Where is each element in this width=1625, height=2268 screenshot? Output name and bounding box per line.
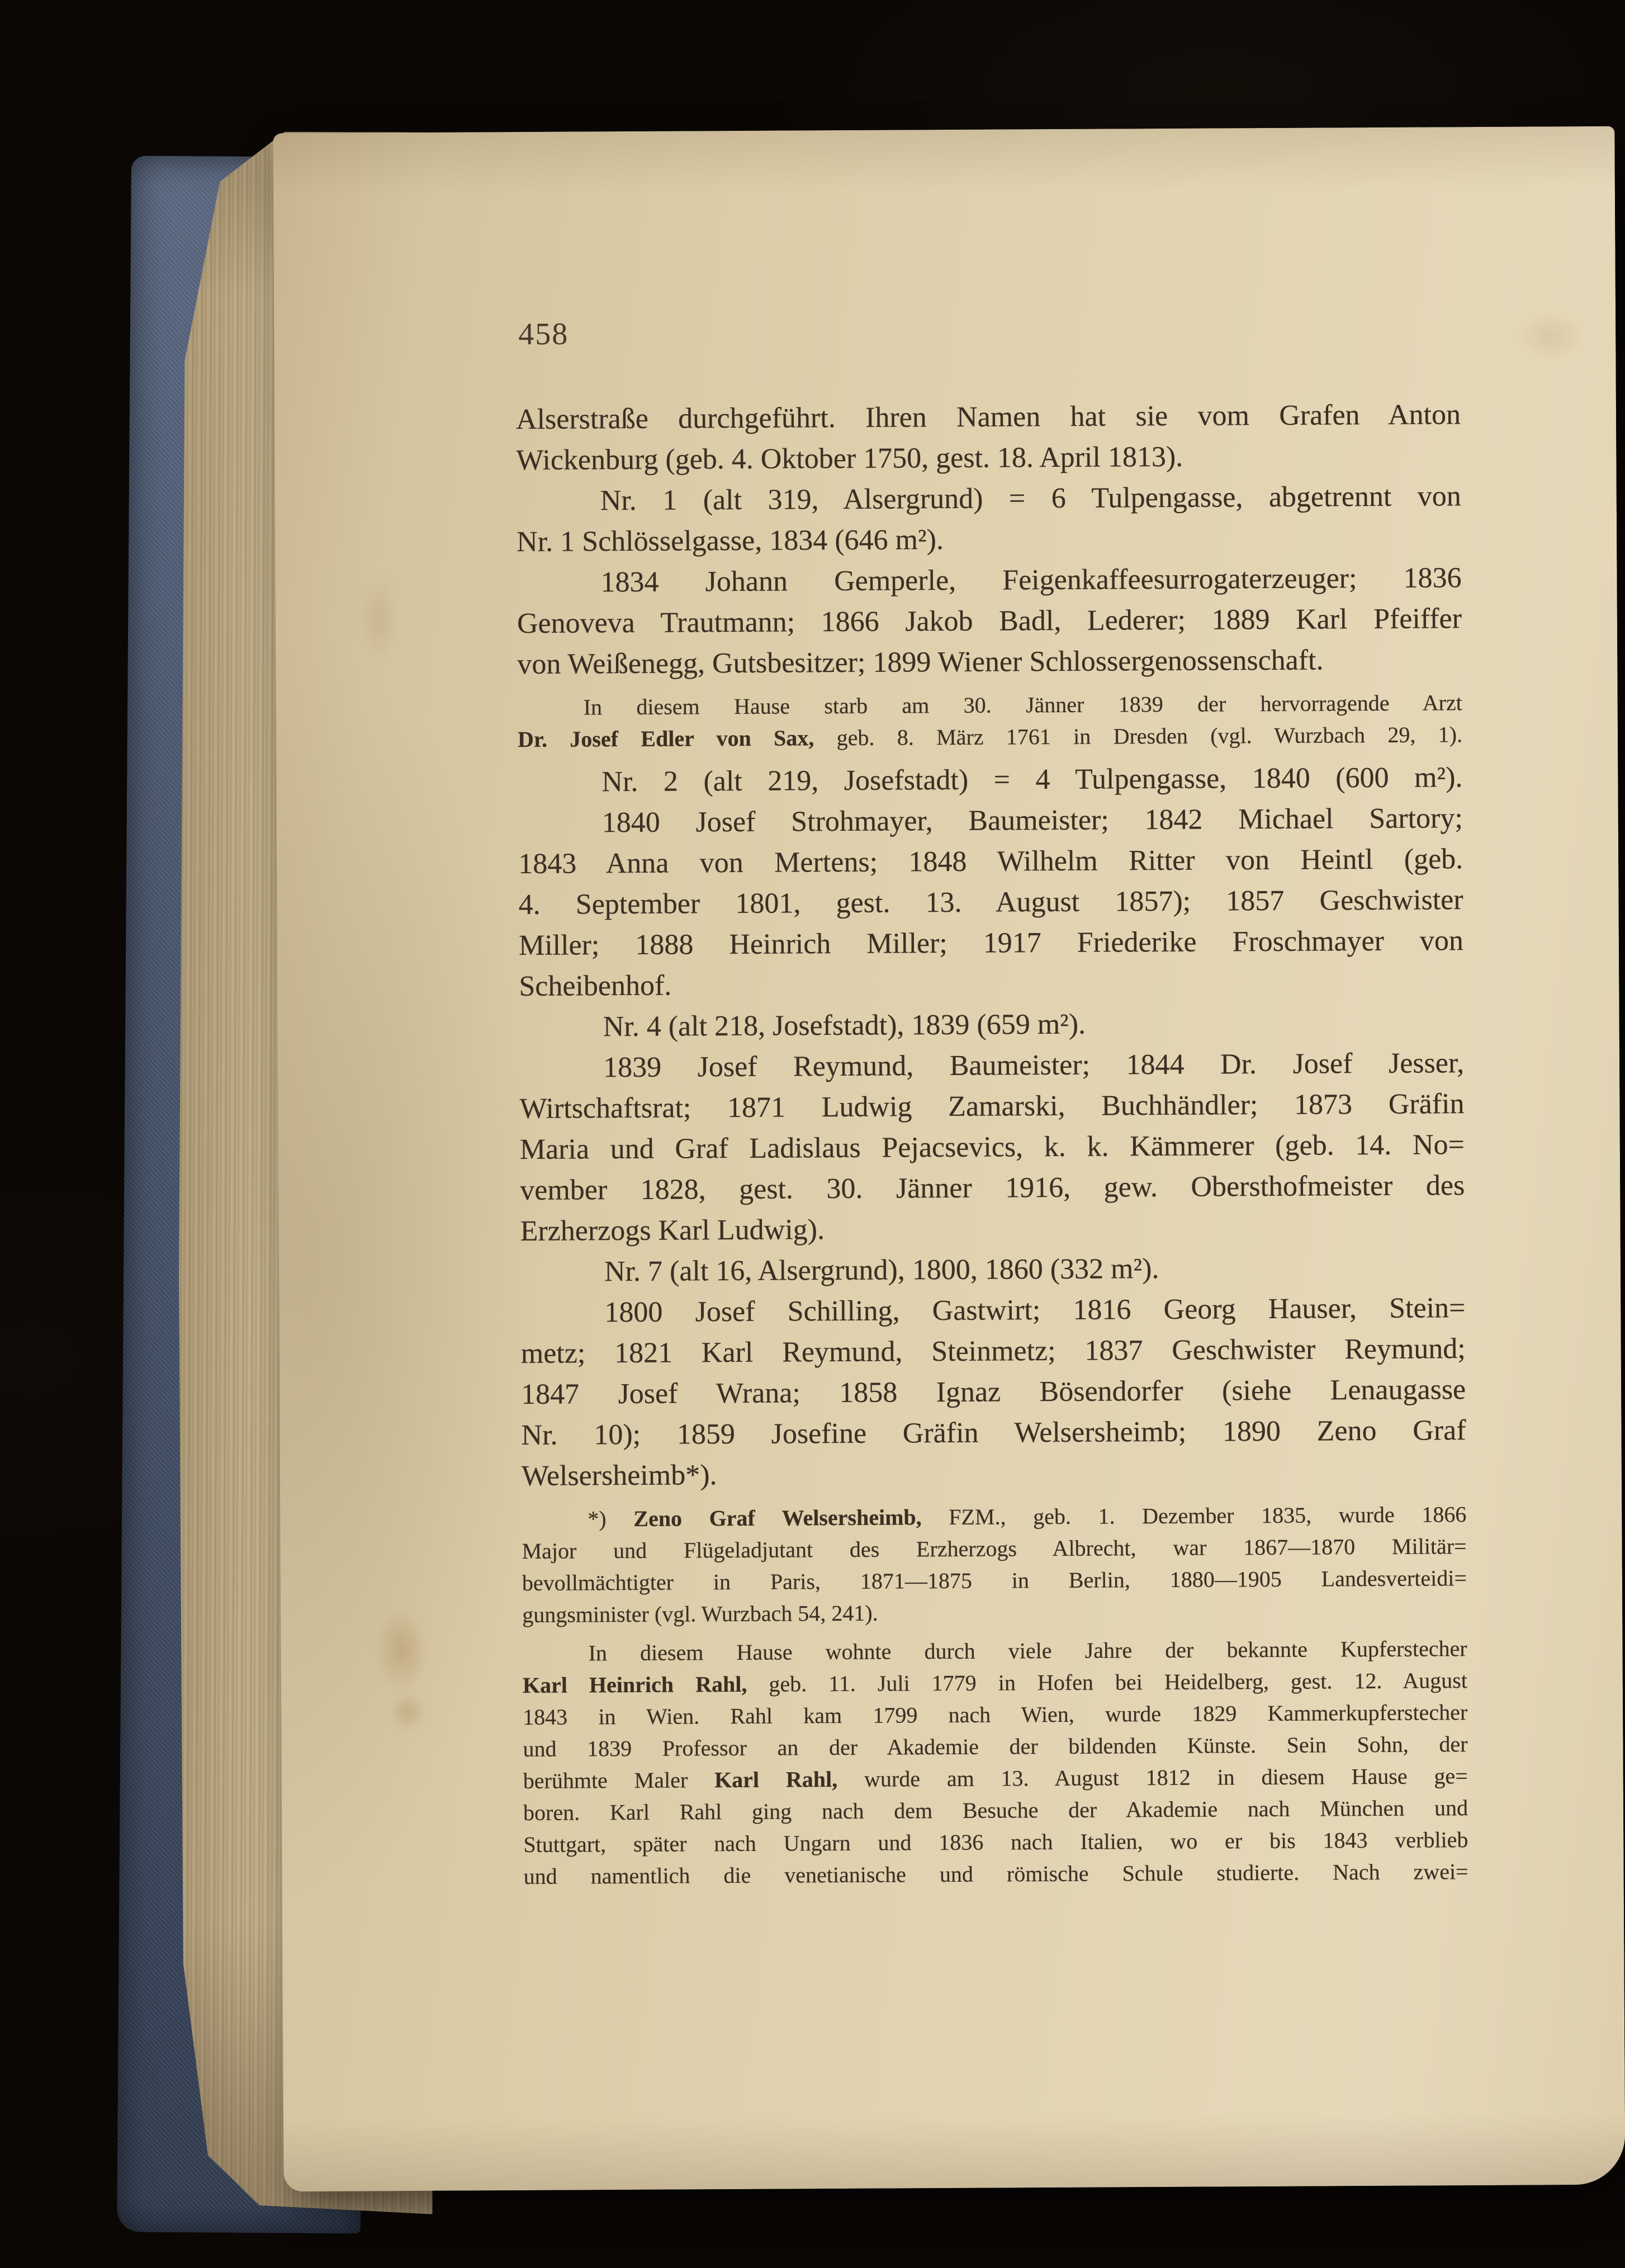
text-line — [520, 1206, 1465, 1252]
text-segment: Nr. 7 (alt 16, Alsergrund), 1800, 1860 (332 m²). — [604, 1253, 1159, 1288]
text-segment: FZM., geb. 1. Dezember 1835, wurde 1866 — [921, 1502, 1467, 1530]
text-line — [517, 476, 1461, 522]
text-segment: Welsersheimb*). — [521, 1459, 717, 1493]
text-segment: 1834 Johann Gemperle, Feigenkaffeesurrogaterzeuger; 1836 — [600, 562, 1462, 599]
text-line — [523, 1664, 1467, 1701]
page-number: 458 — [518, 316, 569, 352]
text-segment: 1843 Anna von Mertens; 1848 Wilhelm Ritter von Heintl (geb. — [518, 843, 1463, 880]
text-segment: Zeno Graf Welsersheimb, — [633, 1504, 922, 1531]
text-line — [518, 839, 1463, 884]
text-segment: 1843 in Wien. Rahl kam 1799 nach Wien, wurde 1829 Kammerkupferstecher — [523, 1699, 1468, 1730]
text-line — [521, 1369, 1466, 1415]
text-line — [523, 1760, 1468, 1797]
text-line — [522, 1594, 1467, 1631]
text-segment: Alserstraße durchgeführt. Ihren Namen hat sie vom Grafen Anton — [515, 399, 1461, 436]
text-segment: Nr. 1 (alt 319, Alsergrund) = 6 Tulpengasse, abgetrennt von — [600, 480, 1461, 517]
text-segment: berühmte Maler — [523, 1767, 715, 1794]
text-segment: und namentlich die venetianische und römische Schule studierte. Nach zwei= — [523, 1859, 1468, 1890]
text-line — [520, 1247, 1465, 1292]
text-line — [516, 435, 1461, 481]
text-segment: Genoveva Trautmann; 1866 Jakob Badl, Lederer; 1889 Karl Pfeiffer — [517, 603, 1462, 640]
text-line — [518, 757, 1462, 803]
text-segment: vember 1828, gest. 30. Jänner 1916, gew. Obersthofmeister des — [520, 1169, 1465, 1207]
text-line — [523, 1792, 1468, 1829]
text-segment: und 1839 Professor an der Akademie der bildenden Künste. Sein Sohn, der — [523, 1731, 1468, 1762]
text-line — [522, 1451, 1466, 1497]
text-line — [517, 639, 1462, 685]
text-line — [521, 1328, 1466, 1374]
text-segment: Scheibenhof. — [519, 969, 672, 1003]
text-segment: Erzherzogs Karl Ludwig). — [520, 1214, 825, 1248]
text-segment: Dr. Josef Edler von Sax, — [517, 725, 814, 752]
text-segment: 1800 Josef Schilling, Gastwirt; 1816 Georg Hauser, Stein= — [604, 1292, 1466, 1329]
text-segment: 4. September 1801, gest. 13. August 1857); 1857 Geschwister — [518, 884, 1463, 921]
text-segment: Nr. 2 (alt 219, Josefstadt) = 4 Tulpengasse, 1840 (600 m²). — [601, 761, 1463, 798]
text-segment: boren. Karl Rahl ging nach dem Besuche der Akademie nach München und — [523, 1795, 1468, 1826]
text-column — [516, 394, 1468, 1892]
text-line — [523, 1696, 1467, 1733]
text-segment: Karl Heinrich Rahl, — [522, 1671, 747, 1698]
text-segment: Stuttgart, später nach Ungarn und 1836 nach Italien, wo er bis 1843 verblieb — [523, 1827, 1468, 1858]
text-segment: Nr. 10); 1859 Josefine Gräfin Welsersheimb; 1890 Zeno Graf — [521, 1414, 1466, 1452]
text-line — [522, 1562, 1467, 1599]
text-line — [523, 1824, 1468, 1860]
text-segment: gungsminister (vgl. Wurzbach 54, 241). — [522, 1600, 878, 1628]
text-segment: Maria und Graf Ladislaus Pejacsevics, k. k. Kämmerer (geb. 14. No= — [519, 1129, 1465, 1166]
paper-stain — [359, 574, 399, 664]
text-line — [523, 1728, 1467, 1765]
text-line — [520, 1124, 1465, 1170]
text-line — [519, 961, 1463, 1007]
text-line — [517, 557, 1461, 603]
paper-stain — [1515, 311, 1588, 362]
text-line — [522, 1632, 1467, 1669]
text-segment: In diesem Hause wohnte durch viele Jahre der bekannte Kupferstecher — [588, 1636, 1467, 1666]
text-segment: Wickenburg (geb. 4. Oktober 1750, gest. 18. April 1813). — [516, 441, 1183, 477]
text-line — [520, 1287, 1465, 1333]
text-line — [518, 686, 1462, 723]
text-segment: geb. 11. Juli 1779 in Hofen bei Heidelberg, gest. 12. August — [747, 1668, 1468, 1697]
paper-stain — [391, 1692, 424, 1731]
text-line — [517, 517, 1461, 562]
text-segment: Karl Rahl, — [714, 1767, 838, 1793]
text-line — [518, 879, 1463, 925]
text-segment: Wirtschaftsrat; 1871 Ludwig Zamarski, Buchhändler; 1873 Gräfin — [519, 1088, 1465, 1125]
text-segment: *) — [588, 1505, 634, 1532]
text-segment: bevollmächtigter in Paris, 1871—1875 in Berlin, 1880—1905 Landesverteidi= — [522, 1565, 1467, 1596]
text-segment: Miller; 1888 Heinrich Miller; 1917 Friederike Froschmayer von — [518, 925, 1464, 962]
text-segment: Nr. 1 Schlösselgasse, 1834 (646 m²). — [517, 524, 944, 558]
text-line — [521, 1410, 1466, 1456]
text-line — [518, 718, 1462, 755]
text-segment: von Weißenegg, Gutsbesitzer; 1899 Wiener Schlossergenossenschaft. — [517, 644, 1324, 681]
text-segment: 1840 Josef Strohmayer, Baumeister; 1842 Michael Sartory; — [601, 802, 1463, 839]
text-line — [517, 598, 1462, 644]
paper-stain — [375, 1608, 428, 1692]
text-line — [519, 920, 1463, 966]
text-segment: metz; 1821 Karl Reymund, Steinmetz; 1837 Geschwister Reymund; — [520, 1333, 1466, 1370]
text-segment: 1839 Josef Reymund, Baumeister; 1844 Dr. Josef Jesser, — [603, 1047, 1465, 1084]
text-segment: Nr. 4 (alt 218, Josefstadt), 1839 (659 m²). — [603, 1008, 1086, 1043]
text-line — [522, 1530, 1467, 1567]
text-segment: geb. 8. März 1761 in Dresden (vgl. Wurzbach 29, 1). — [814, 722, 1463, 751]
text-segment: 1847 Josef Wrana; 1858 Ignaz Bösendorfer (siehe Lenaugasse — [521, 1374, 1466, 1411]
text-segment: In diesem Hause starb am 30. Jänner 1839 der hervorragende Arzt — [583, 690, 1462, 720]
text-line — [518, 798, 1463, 844]
text-line — [524, 1855, 1468, 1892]
text-segment: wurde am 13. August 1812 in diesem Hause ge= — [837, 1763, 1468, 1792]
text-line — [522, 1498, 1466, 1535]
text-line — [519, 1002, 1464, 1048]
text-line — [519, 1083, 1464, 1129]
text-segment: Major und Flügeladjutant des Erzherzogs Albrecht, war 1867—1870 Militär= — [522, 1533, 1467, 1564]
text-line — [516, 394, 1461, 440]
text-line — [520, 1165, 1465, 1211]
text-line — [519, 1043, 1464, 1088]
book-page — [273, 126, 1625, 2192]
